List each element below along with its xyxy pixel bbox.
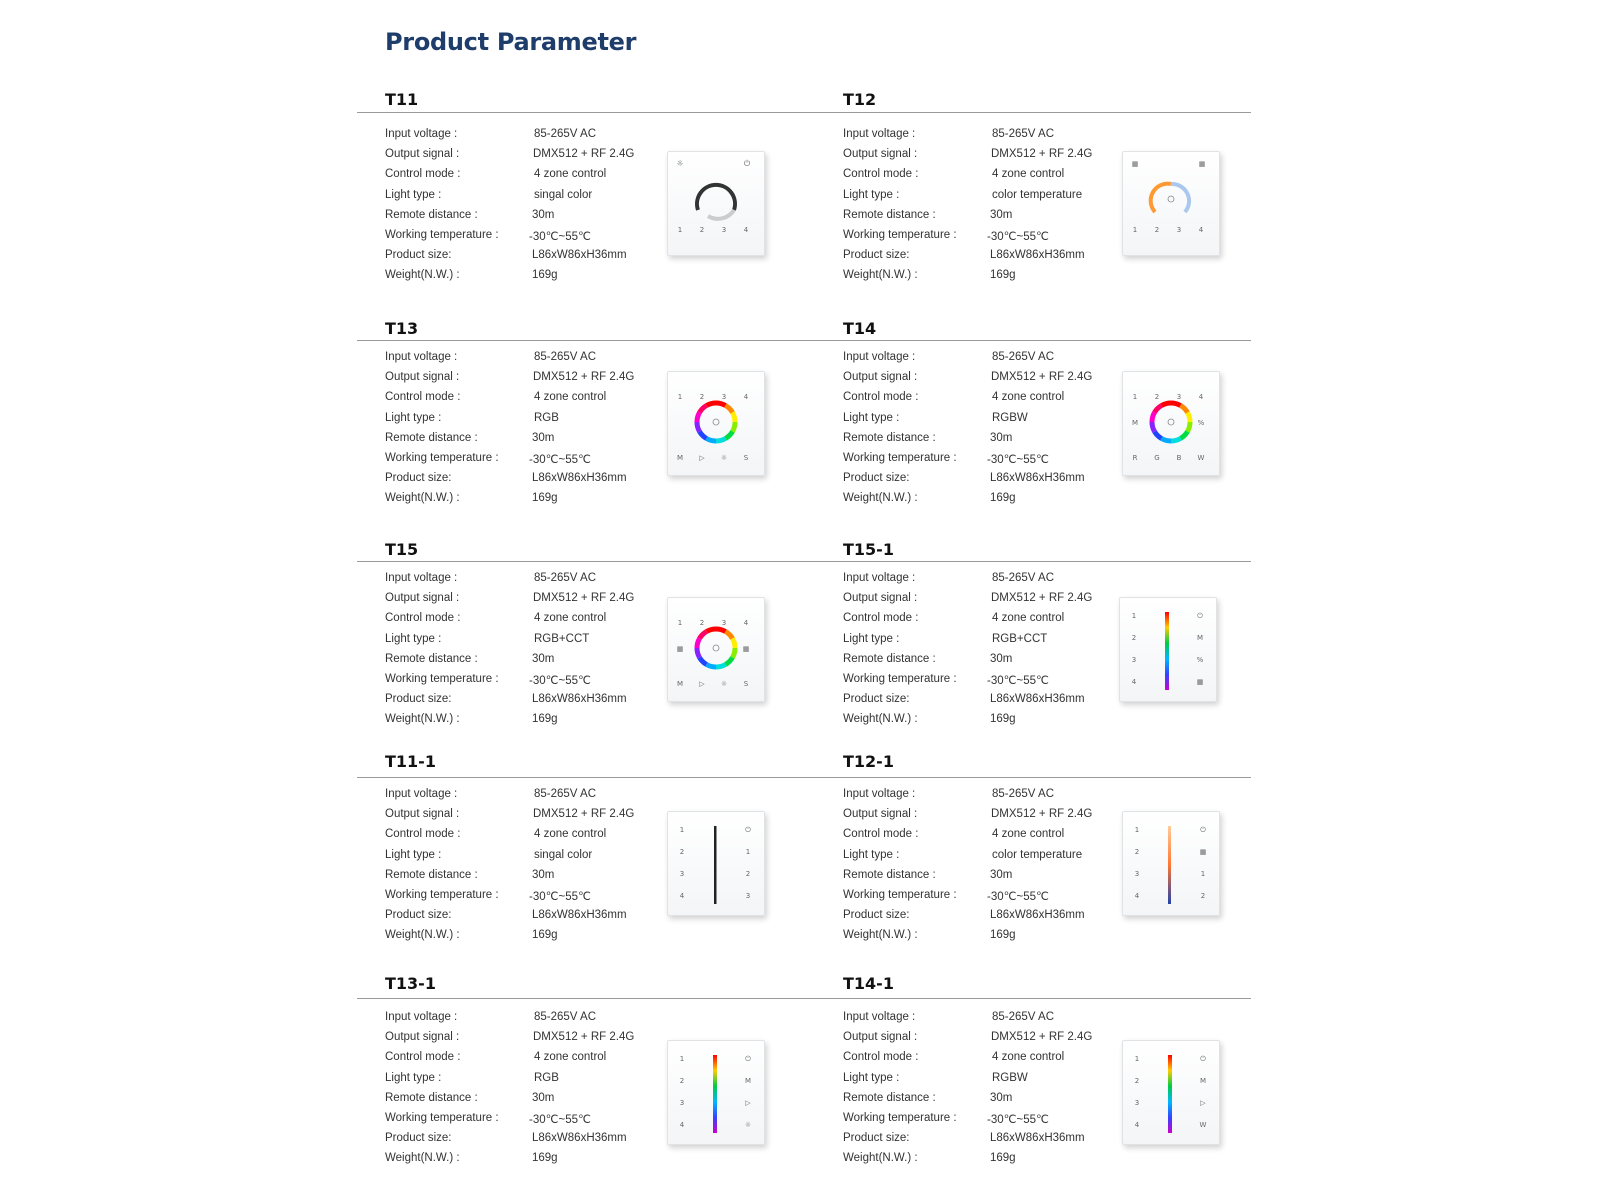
product-title: T14-1 — [843, 974, 894, 993]
spec-label: Product size: — [385, 472, 452, 485]
spec-value: L86xW86xH36mm — [532, 909, 627, 922]
spec-value: -30℃~55℃ — [529, 454, 591, 466]
spec-value: 169g — [532, 713, 558, 726]
spec-label: Light type : — [385, 848, 442, 861]
spec-value: 30m — [990, 431, 1013, 444]
svg-text:4: 4 — [743, 393, 749, 401]
spec-value: DMX512 + RF 2.4G — [991, 592, 1093, 605]
product-title: T14 — [843, 319, 877, 338]
spec-label: Output signal : — [385, 371, 460, 384]
svg-text:⏻: ⏻ — [743, 159, 751, 168]
spec-value: DMX512 + RF 2.4G — [991, 148, 1093, 161]
spec-label: Input voltage : — [385, 351, 458, 363]
svg-text:2: 2 — [745, 870, 751, 878]
spec-value: 30m — [532, 208, 555, 221]
spec-value: 30m — [532, 868, 555, 881]
svg-text:1: 1 — [677, 226, 683, 234]
spec-label: Working temperature : — [385, 1112, 499, 1124]
spec-label: Product size: — [385, 693, 452, 706]
spec-label: Product size: — [843, 693, 910, 706]
spec-value: RGB — [534, 411, 559, 424]
spec-value: 85-265V AC — [534, 1011, 597, 1023]
spec-label: Working temperature : — [843, 1112, 957, 1124]
spec-label: Input voltage : — [385, 788, 458, 800]
svg-text:3: 3 — [679, 870, 685, 878]
spec-value: DMX512 + RF 2.4G — [991, 808, 1093, 821]
svg-text:3: 3 — [1176, 393, 1182, 401]
svg-text:4: 4 — [679, 892, 685, 900]
spec-label: Product size: — [385, 1132, 452, 1145]
spec-value: 30m — [990, 208, 1013, 221]
spec-label: Output signal : — [385, 592, 460, 605]
spec-value: 4 zone control — [534, 391, 607, 404]
spec-label: Product size: — [843, 249, 910, 262]
svg-text:⏻: ⏻ — [1200, 826, 1206, 834]
spec-label: Output signal : — [843, 1031, 918, 1044]
product-title: T15-1 — [843, 540, 894, 559]
spec-value: DMX512 + RF 2.4G — [533, 1031, 635, 1044]
svg-text:4: 4 — [1198, 226, 1204, 234]
spec-label: Weight(N.W.) : — [385, 269, 460, 282]
spec-label: Product size: — [843, 1132, 910, 1145]
spec-label: Light type : — [385, 411, 442, 424]
spec-label: Weight(N.W.) : — [385, 1152, 460, 1165]
spec-value: 85-265V AC — [992, 572, 1055, 584]
svg-text:2: 2 — [1131, 634, 1137, 642]
spec-value: singal color — [534, 188, 593, 201]
spec-value: -30℃~55℃ — [529, 231, 591, 243]
product-title: T13 — [385, 319, 419, 338]
svg-text:M: M — [676, 680, 684, 688]
spec-label: Output signal : — [843, 592, 918, 605]
svg-text:%: % — [1197, 419, 1205, 427]
spec-value: 169g — [532, 269, 558, 282]
spec-label: Control mode : — [385, 391, 461, 404]
svg-text:⏻: ⏻ — [745, 826, 751, 834]
svg-text:4: 4 — [1198, 393, 1204, 401]
svg-text:⏻: ⏻ — [1197, 612, 1203, 620]
svg-text:S: S — [743, 680, 749, 688]
spec-label: Product size: — [843, 472, 910, 485]
svg-text:3: 3 — [721, 619, 727, 627]
svg-text:☼: ☼ — [720, 680, 728, 688]
svg-text:1: 1 — [1134, 826, 1140, 834]
spec-value: L86xW86xH36mm — [532, 693, 627, 706]
svg-text:M: M — [1199, 1077, 1207, 1085]
spec-value: -30℃~55℃ — [987, 891, 1049, 903]
spec-label: Product size: — [385, 909, 452, 922]
spec-value: color temperature — [992, 848, 1083, 861]
rgbcct-slider-panel-icon — [1119, 597, 1217, 702]
svg-text:M: M — [744, 1077, 752, 1085]
spec-value: DMX512 + RF 2.4G — [991, 371, 1093, 384]
svg-text:3: 3 — [721, 226, 727, 234]
spec-label: Weight(N.W.) : — [843, 929, 918, 942]
spec-value: -30℃~55℃ — [529, 1114, 591, 1126]
spec-value: L86xW86xH36mm — [990, 472, 1085, 485]
svg-text:2: 2 — [699, 226, 705, 234]
spec-label: Control mode : — [385, 828, 461, 841]
spec-label: Working temperature : — [385, 452, 499, 464]
svg-text:4: 4 — [679, 1121, 685, 1129]
svg-text:M: M — [676, 454, 684, 462]
spec-value: DMX512 + RF 2.4G — [533, 371, 635, 384]
svg-text:▷: ▷ — [1200, 1099, 1206, 1107]
svg-text:⏻: ⏻ — [745, 1055, 751, 1063]
spec-label: Working temperature : — [385, 229, 499, 241]
spec-value: 85-265V AC — [992, 1011, 1055, 1023]
cct-slider-panel-icon — [1122, 811, 1220, 916]
svg-text:2: 2 — [1154, 393, 1160, 401]
svg-text:2: 2 — [1154, 226, 1160, 234]
product-title: T12 — [843, 90, 877, 109]
spec-label: Remote distance : — [843, 652, 936, 665]
spec-value: RGB+CCT — [992, 632, 1048, 645]
spec-value: 169g — [990, 929, 1016, 942]
svg-text:B: B — [1176, 454, 1182, 462]
svg-text:4: 4 — [743, 619, 749, 627]
spec-label: Output signal : — [843, 371, 918, 384]
svg-text:1: 1 — [1200, 870, 1206, 878]
single-color-dial-panel-icon — [667, 151, 765, 256]
spec-label: Output signal : — [843, 808, 918, 821]
rgbw-wheel-panel-icon — [1122, 371, 1220, 476]
rgbcct-wheel-panel-icon — [667, 597, 765, 702]
svg-text:1: 1 — [1131, 612, 1137, 620]
spec-label: Weight(N.W.) : — [843, 1152, 918, 1165]
svg-text:⏻: ⏻ — [1200, 1055, 1206, 1063]
single-color-slider-panel-icon — [667, 811, 765, 916]
spec-value: 85-265V AC — [534, 128, 597, 140]
divider-row-5 — [357, 998, 1251, 999]
svg-text:2: 2 — [1200, 892, 1206, 900]
spec-label: Light type : — [843, 411, 900, 424]
spec-label: Weight(N.W.) : — [385, 492, 460, 505]
spec-label: Control mode : — [843, 168, 919, 181]
divider-row-1 — [357, 112, 1251, 113]
spec-label: Working temperature : — [843, 889, 957, 901]
svg-text:3: 3 — [1176, 226, 1182, 234]
svg-text:3: 3 — [1134, 1099, 1140, 1107]
spec-value: DMX512 + RF 2.4G — [533, 592, 635, 605]
spec-label: Light type : — [843, 1071, 900, 1084]
spec-label: Light type : — [385, 188, 442, 201]
svg-text:▦: ▦ — [742, 645, 750, 653]
svg-text:▷: ▷ — [699, 680, 705, 688]
spec-value: 169g — [990, 269, 1016, 282]
spec-value: 4 zone control — [534, 1051, 607, 1064]
spec-label: Control mode : — [843, 1051, 919, 1064]
spec-value: 30m — [532, 652, 555, 665]
spec-value: -30℃~55℃ — [529, 891, 591, 903]
spec-label: Remote distance : — [385, 1091, 478, 1104]
spec-label: Product size: — [843, 909, 910, 922]
spec-value: 85-265V AC — [534, 788, 597, 800]
spec-label: Control mode : — [385, 612, 461, 625]
svg-text:1: 1 — [745, 848, 751, 856]
spec-value: L86xW86xH36mm — [532, 1132, 627, 1145]
spec-value: 30m — [532, 431, 555, 444]
svg-text:2: 2 — [699, 393, 705, 401]
spec-value: RGBW — [992, 411, 1028, 424]
spec-label: Input voltage : — [385, 1011, 458, 1023]
spec-label: Remote distance : — [385, 208, 478, 221]
spec-label: Input voltage : — [385, 128, 458, 140]
spec-label: Light type : — [385, 632, 442, 645]
spec-label: Output signal : — [843, 148, 918, 161]
spec-label: Weight(N.W.) : — [843, 713, 918, 726]
spec-value: 85-265V AC — [534, 351, 597, 363]
spec-value: L86xW86xH36mm — [990, 693, 1085, 706]
spec-value: L86xW86xH36mm — [532, 249, 627, 262]
svg-text:2: 2 — [679, 1077, 685, 1085]
svg-text:4: 4 — [1131, 678, 1137, 686]
spec-label: Remote distance : — [843, 868, 936, 881]
spec-value: DMX512 + RF 2.4G — [533, 148, 635, 161]
svg-text:☼: ☼ — [676, 159, 684, 168]
spec-value: RGB+CCT — [534, 632, 590, 645]
svg-text:3: 3 — [745, 892, 751, 900]
spec-value: -30℃~55℃ — [987, 454, 1049, 466]
svg-text:3: 3 — [1134, 870, 1140, 878]
svg-text:4: 4 — [743, 226, 749, 234]
svg-text:2: 2 — [699, 619, 705, 627]
svg-text:▷: ▷ — [699, 454, 705, 462]
product-title: T11 — [385, 90, 419, 109]
spec-value: 4 zone control — [534, 828, 607, 841]
svg-text:1: 1 — [679, 1055, 685, 1063]
svg-text:G: G — [1154, 454, 1160, 462]
spec-value: 4 zone control — [534, 168, 607, 181]
svg-text:▷: ▷ — [745, 1099, 751, 1107]
spec-value: -30℃~55℃ — [529, 675, 591, 687]
svg-text:1: 1 — [679, 826, 685, 834]
spec-label: Control mode : — [843, 391, 919, 404]
svg-text:1: 1 — [677, 619, 683, 627]
svg-text:4: 4 — [1134, 892, 1140, 900]
svg-text:☼: ☼ — [720, 454, 728, 462]
spec-label: Control mode : — [843, 612, 919, 625]
svg-text:2: 2 — [1134, 1077, 1140, 1085]
spec-label: Remote distance : — [385, 431, 478, 444]
product-title: T15 — [385, 540, 419, 559]
spec-label: Remote distance : — [385, 652, 478, 665]
spec-label: Working temperature : — [843, 229, 957, 241]
svg-text:▦: ▦ — [1199, 848, 1207, 856]
svg-text:1: 1 — [1132, 393, 1138, 401]
svg-text:▦: ▦ — [1131, 160, 1139, 168]
spec-value: L86xW86xH36mm — [990, 909, 1085, 922]
spec-label: Control mode : — [385, 168, 461, 181]
spec-label: Control mode : — [385, 1051, 461, 1064]
spec-label: Light type : — [385, 1071, 442, 1084]
spec-value: -30℃~55℃ — [987, 675, 1049, 687]
spec-label: Light type : — [843, 188, 900, 201]
spec-label: Working temperature : — [385, 889, 499, 901]
svg-text:%: % — [1196, 656, 1204, 664]
svg-text:4: 4 — [1134, 1121, 1140, 1129]
spec-label: Working temperature : — [843, 452, 957, 464]
spec-value: 4 zone control — [992, 168, 1065, 181]
spec-value: 85-265V AC — [992, 128, 1055, 140]
divider-row-3 — [357, 561, 1251, 562]
spec-label: Working temperature : — [385, 673, 499, 685]
spec-label: Remote distance : — [843, 208, 936, 221]
spec-label: Remote distance : — [843, 1091, 936, 1104]
spec-value: RGBW — [992, 1071, 1028, 1084]
spec-label: Control mode : — [843, 828, 919, 841]
spec-value: singal color — [534, 848, 593, 861]
spec-value: 85-265V AC — [534, 572, 597, 584]
spec-value: 169g — [990, 1152, 1016, 1165]
spec-value: 169g — [532, 492, 558, 505]
spec-value: 30m — [532, 1091, 555, 1104]
divider-row-2 — [357, 340, 1251, 341]
spec-label: Output signal : — [385, 1031, 460, 1044]
spec-label: Input voltage : — [843, 351, 916, 363]
spec-label: Weight(N.W.) : — [843, 492, 918, 505]
spec-label: Input voltage : — [843, 572, 916, 584]
spec-label: Remote distance : — [385, 868, 478, 881]
spec-label: Product size: — [385, 249, 452, 262]
page-title: Product Parameter — [385, 28, 637, 56]
spec-label: Input voltage : — [843, 128, 916, 140]
product-title: T11-1 — [385, 752, 436, 771]
rgb-slider-panel-icon — [667, 1040, 765, 1145]
spec-value: 169g — [990, 713, 1016, 726]
spec-value: 4 zone control — [992, 612, 1065, 625]
spec-value: -30℃~55℃ — [987, 1114, 1049, 1126]
spec-value: DMX512 + RF 2.4G — [533, 808, 635, 821]
product-title: T13-1 — [385, 974, 436, 993]
svg-text:▦: ▦ — [676, 645, 684, 653]
spec-label: Weight(N.W.) : — [385, 929, 460, 942]
svg-text:3: 3 — [679, 1099, 685, 1107]
rgb-wheel-panel-icon — [667, 371, 765, 476]
spec-value: L86xW86xH36mm — [990, 249, 1085, 262]
spec-value: 30m — [990, 652, 1013, 665]
svg-text:▦: ▦ — [1198, 160, 1206, 168]
svg-text:1: 1 — [1132, 226, 1138, 234]
svg-text:1: 1 — [1134, 1055, 1140, 1063]
spec-value: 169g — [532, 1152, 558, 1165]
divider-row-4 — [357, 777, 1251, 778]
spec-label: Light type : — [843, 848, 900, 861]
spec-value: 85-265V AC — [992, 788, 1055, 800]
spec-label: Input voltage : — [843, 1011, 916, 1023]
spec-value: 169g — [532, 929, 558, 942]
spec-value: 4 zone control — [992, 828, 1065, 841]
spec-value: RGB — [534, 1071, 559, 1084]
svg-text:☼: ☼ — [744, 1121, 752, 1129]
spec-label: Output signal : — [385, 808, 460, 821]
spec-value: 85-265V AC — [992, 351, 1055, 363]
spec-value: L86xW86xH36mm — [532, 472, 627, 485]
spec-value: 30m — [990, 868, 1013, 881]
svg-text:3: 3 — [721, 393, 727, 401]
spec-value: -30℃~55℃ — [987, 231, 1049, 243]
svg-text:2: 2 — [1134, 848, 1140, 856]
spec-value: 30m — [990, 1091, 1013, 1104]
cct-dial-panel-icon — [1122, 151, 1220, 256]
spec-label: Weight(N.W.) : — [385, 713, 460, 726]
svg-text:M: M — [1131, 419, 1139, 427]
spec-label: Working temperature : — [843, 673, 957, 685]
spec-label: Output signal : — [385, 148, 460, 161]
spec-label: Light type : — [843, 632, 900, 645]
svg-text:M: M — [1196, 634, 1204, 642]
spec-label: Remote distance : — [843, 431, 936, 444]
spec-value: color temperature — [992, 188, 1083, 201]
spec-value: L86xW86xH36mm — [990, 1132, 1085, 1145]
svg-text:2: 2 — [679, 848, 685, 856]
svg-text:R: R — [1132, 454, 1138, 462]
spec-value: 169g — [990, 492, 1016, 505]
svg-text:W: W — [1199, 1121, 1207, 1129]
svg-text:W: W — [1197, 454, 1205, 462]
spec-value: 4 zone control — [992, 1051, 1065, 1064]
svg-text:1: 1 — [677, 393, 683, 401]
spec-label: Weight(N.W.) : — [843, 269, 918, 282]
spec-value: 4 zone control — [534, 612, 607, 625]
spec-label: Input voltage : — [843, 788, 916, 800]
product-title: T12-1 — [843, 752, 894, 771]
svg-text:3: 3 — [1131, 656, 1137, 664]
spec-value: 4 zone control — [992, 391, 1065, 404]
spec-value: DMX512 + RF 2.4G — [991, 1031, 1093, 1044]
rgbw-slider-panel-icon — [1122, 1040, 1220, 1145]
svg-text:S: S — [743, 454, 749, 462]
svg-text:▦: ▦ — [1196, 678, 1204, 686]
spec-label: Input voltage : — [385, 572, 458, 584]
